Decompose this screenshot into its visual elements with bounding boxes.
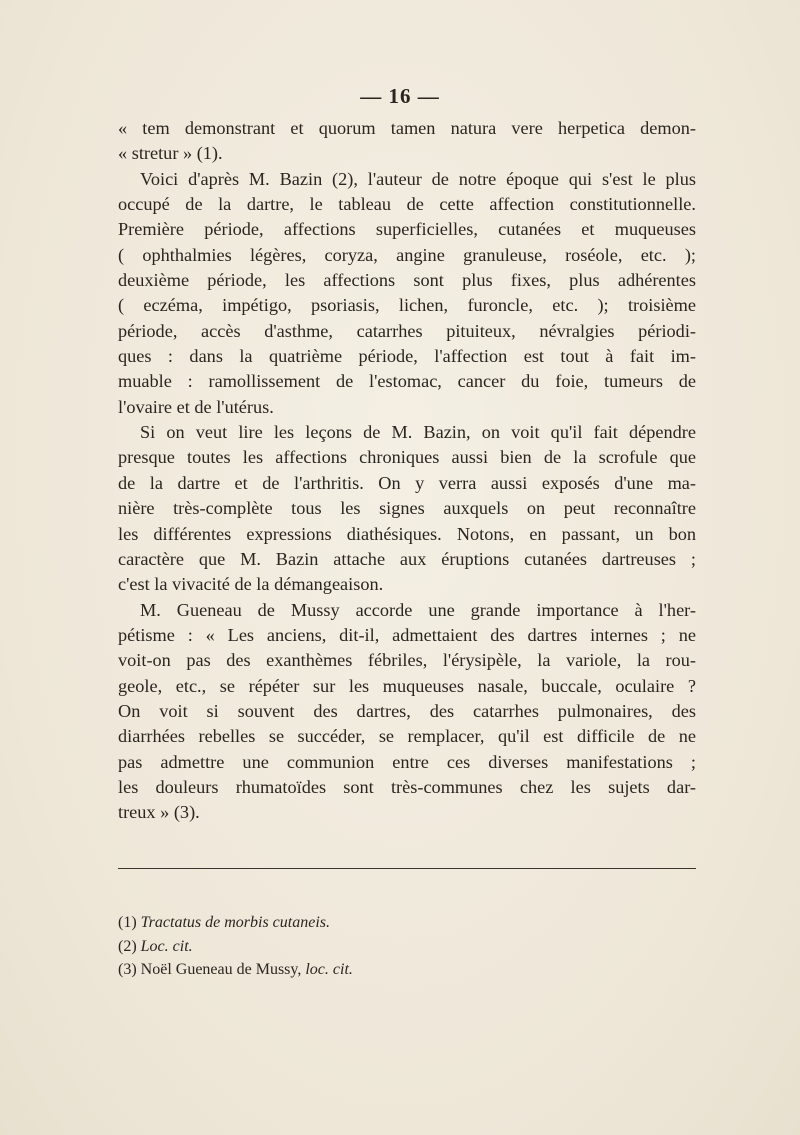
text-line: les douleurs rhumatoïdes sont très-communes chez les sujets dar- [118,776,696,797]
text-line: diarrhées rebelles se succéder, se remplacer, qu'il est difficile de ne [118,726,696,747]
text-line: Si on veut lire les leçons de M. Bazin, on voit qu'il fait dépendre [140,422,696,443]
text-line: ( ophthalmies légères, coryza, angine granuleuse, roséole, etc. ); [118,244,696,265]
text-line: occupé de la dartre, le tableau de cette affection constitutionnelle. [118,194,696,215]
text-line: ques : dans la quatrième période, l'affection est tout à fait im- [118,346,696,367]
text-line: geole, etc., se répéter sur les muqueuses nasale, buccale, oculaire ? [118,675,696,696]
text-line: ( eczéma, impétigo, psoriasis, lichen, furoncle, etc. ); troisième [118,295,696,316]
text-line: On voit si souvent des dartres, des catarrhes pulmonaires, des [118,700,696,721]
text-line: pas admettre une communion entre ces diverses manifestations ; [118,751,696,772]
text-line: pétisme : « Les anciens, dit-il, admettaient des dartres internes ; ne [118,624,696,645]
footnote-mark: (3) [118,961,137,978]
body-text [118,116,696,826]
footnote-source: loc. cit. [305,961,353,978]
text-line: treux » (3). [118,802,200,823]
footnotes [118,911,696,982]
page-number: — 16 — [360,84,440,108]
text-line: de la dartre et de l'arthritis. On y verra aussi exposés d'une ma- [118,472,696,493]
text-line: période, accès d'asthme, catarrhes pituiteux, névralgies périodi- [118,320,696,341]
footnote-mark: (2) [118,937,137,955]
text-line: M. Gueneau de Mussy accorde une grande importance à l'her- [140,599,696,620]
text-line: l'ovaire et de l'utérus. [118,396,274,417]
text-line: Voici d'après M. Bazin (2), l'auteur de notre époque qui s'est le plus [140,168,696,189]
footnote-source: Tractatus de morbis cutaneis. [140,914,330,931]
text-line: presque toutes les affections chroniques aussi bien de la scrofule que [118,447,696,468]
text-line: deuxième période, les affections sont plus fixes, plus adhérentes [118,270,696,291]
footnote-3 [118,958,696,982]
footnote-2 [118,935,696,959]
text-line: « tem demonstrant et quorum tamen natura vere herpetica demon- [118,118,696,138]
text-line: c'est la vivacité de la démangeaison. [118,574,384,595]
text-line: nière très-complète tous les signes auxquels on peut reconnaître [118,498,696,519]
text-line: voit-on pas des exanthèmes fébriles, l'érysipèle, la variole, la rou- [118,650,696,671]
text-line: « stretur » (1). [118,143,223,164]
text-line: caractère que M. Bazin attache aux éruptions cutanées dartreuses ; [118,548,696,569]
footnote-source: Loc. cit. [140,937,193,955]
footnote-text: Noël Gueneau de Mussy, [140,961,302,978]
text-line: les différentes expressions diathésiques. Notons, en passant, un bon [118,523,696,544]
footnote-mark: (1) [118,914,137,931]
text-line: muable : ramollissement de l'estomac, cancer du foie, tumeurs de [118,371,696,392]
footnote-1 [118,911,696,935]
text-line: Première période, affections superficielles, cutanées et muqueuses [118,219,696,240]
footnote-divider [118,868,696,869]
